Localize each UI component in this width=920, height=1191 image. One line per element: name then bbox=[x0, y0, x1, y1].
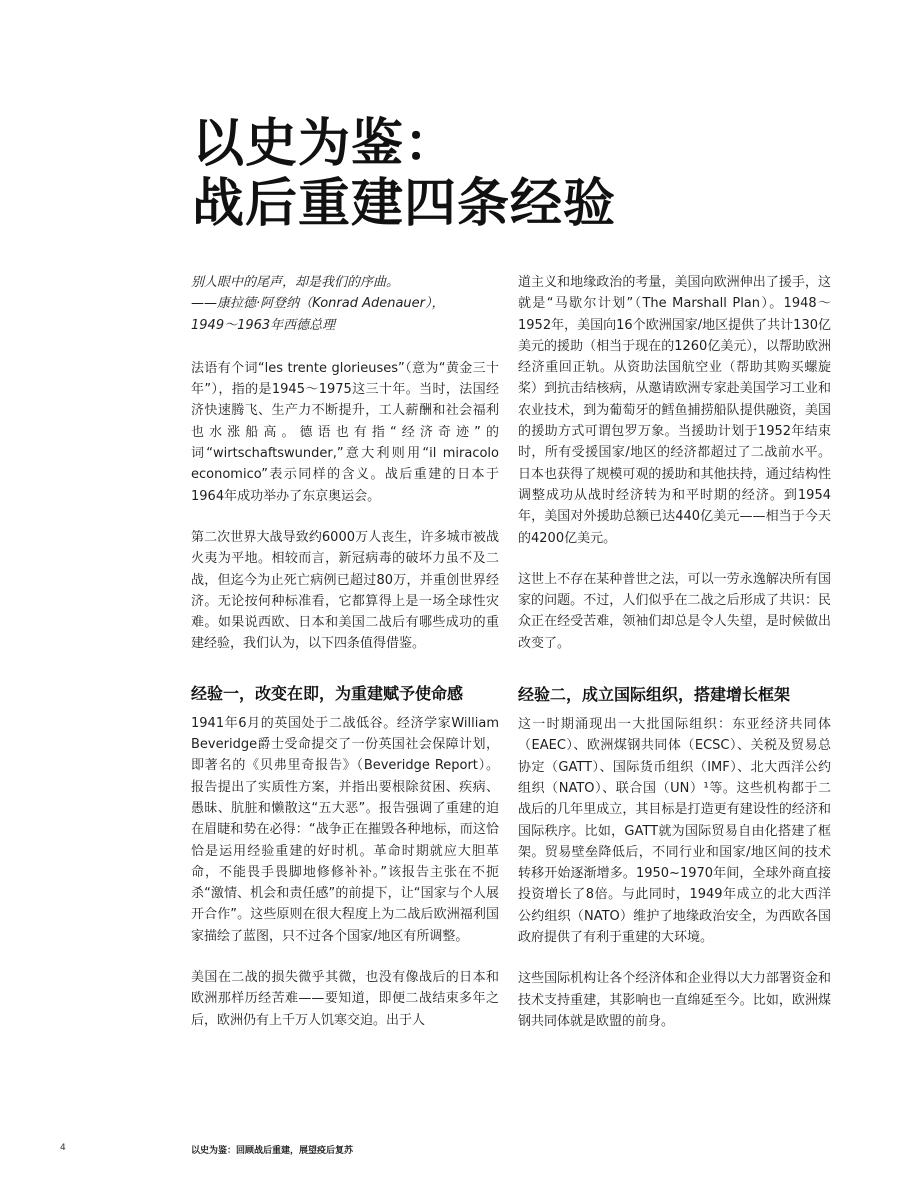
section-heading-lesson-2: 经验二，成立国际组织，搭建增长框架 bbox=[518, 685, 791, 705]
title-line-2: 战后重建四条经验 bbox=[192, 173, 617, 234]
epigraph-author: ——康拉德·阿登纳（Konrad Adenauer）， bbox=[191, 296, 445, 312]
epigraph-role: 1949～1963年西德总理 bbox=[191, 317, 336, 333]
lesson-2-paragraph-1: 这一时期涌现出一大批国际组织：东亚经济共同体（EAEC）、欧洲煤钢共同体（ECSC）、关税及贸易总协定（GATT）、国际货币组织（IMF）、北大西洋公约组织（NATO）、联合国（UN）¹等。这些机构都于二战后的几年里成立，其目标是打造更有建设性的经济和国际秩序。比如，GATT就为国际贸易自由化搭建了框架。贸易壁垒降低后，不同行业和国家/地区间的技术转移开始逐渐增多。1950~1970年间，全球外商直接投资增长了8倍。与此同时，1949年成立的北大西洋公约组织（NATO）维护了地缘政治安全，为西欧各国政府提供了有利于重建的大环境。 bbox=[518, 717, 831, 946]
intro-paragraph-2: 第二次世界大战导致约6000万人丧生，许多城市被战火夷为平地。相较而言，新冠病毒的破坏力虽不及二战，但迄今为止死亡病例已超过80万，并重创世界经济。无论按何种标准看，它都算得上是一场全球性灾难。如果说西欧、日本和美国二战后有哪些成功的重建经验，我们认为，以下四条值得借鉴。 bbox=[191, 529, 499, 652]
running-title: 以史为鉴：回顾战后重建，展望疫后复苏 bbox=[191, 1146, 354, 1156]
intro-paragraph-1: 法语有个词“les trente glorieuses”（意为“黄金三十年”），指的是1945～1975这三十年。当时，法国经济快速腾飞、生产力不断提升，工人薪酬和社会福利也水涨船高。德语也有指“经济奇迹”的词“wirtschaftswunder,”意大利则用“il miracolo economico”表示同样的含义。战后重建的日本于1964年成功举办了东京奥运会。 bbox=[191, 360, 499, 504]
section-heading-lesson-1: 经验一，改变在即，为重建赋予使命感 bbox=[191, 683, 464, 703]
epigraph bbox=[191, 272, 499, 336]
consensus-paragraph: 这世上不存在某种普世之法，可以一劳永逸解决所有国家的问题。不过，人们似乎在二战之后形成了共识：民众正在经受苦难，领袖们却总是令人失望，是时候做出改变了。 bbox=[518, 571, 831, 651]
left-column bbox=[191, 272, 499, 1051]
page-title bbox=[192, 114, 832, 234]
right-column bbox=[518, 272, 831, 1052]
epigraph-quote: 别人眼中的尾声，却是我们的序曲。 bbox=[191, 275, 400, 290]
page-number: 4 bbox=[60, 1143, 66, 1153]
lesson-1-paragraph-2: 美国在二战的损失微乎其微，也没有像战后的日本和欧洲那样历经苦难——要知道，即便二战结束多年之后，欧洲仍有上千万人饥寒交迫。出于人 bbox=[191, 970, 499, 1028]
title-line-1: 以史为鉴： bbox=[192, 113, 458, 174]
lesson-2-paragraph-2: 这些国际机构让各个经济体和企业得以大力部署资金和技术支持重建，其影响也一直绵延至今。比如，欧洲煤钢共同体就是欧盟的前身。 bbox=[518, 971, 831, 1029]
lesson-1-paragraph-1: 1941年6月的英国处于二战低谷。经济学家William Beveridge爵士受命提交了一份英国社会保障计划，即著名的《贝弗里奇报告》（Beveridge Report）。报告提出了实质性方案，并指出要根除贫困、疾病、愚昧、肮脏和懒散这“五大恶”。报告强调了重建的迫在眉睫和势在必得：“战争正在摧毁各种地标，而这恰恰是运用经验重建的好时机。革命时期就应大胆革命，不能畏手畏脚地修修补补。”该报告主张在不扼杀“激情、机会和责任感”的前提下，让“国家与个人展开合作”。这些原则在很大程度上为二战后欧洲福利国家描绘了蓝图，只不过各个国家/地区有所调整。 bbox=[191, 715, 499, 944]
continuation-paragraph: 道主义和地缘政治的考量，美国向欧洲伸出了援手，这就是“马歇尔计划”（The Marshall Plan）。1948～1952年，美国向16个欧洲国家/地区提供了共计130亿美元的援助（相当于现在的1260亿美元），以帮助欧洲经济重回正轨。从资助法国航空业（帮助其购买螺旋桨）到抗击结核病，从邀请欧洲专家赴美国学习工业和农业技术，到为葡萄牙的鳕鱼捕捞船队提供融资，美国的援助方式可谓包罗万象。当援助计划于1952年结束时，所有受援国家/地区的经济都超过了二战前水平。日本也获得了规模可观的援助和其他扶持，通过结构性调整成功从战时经济转为和平时期的经济。到1954年，美国对外援助总额已达440亿美元——相当于今天的4200亿美元。 bbox=[518, 275, 831, 546]
